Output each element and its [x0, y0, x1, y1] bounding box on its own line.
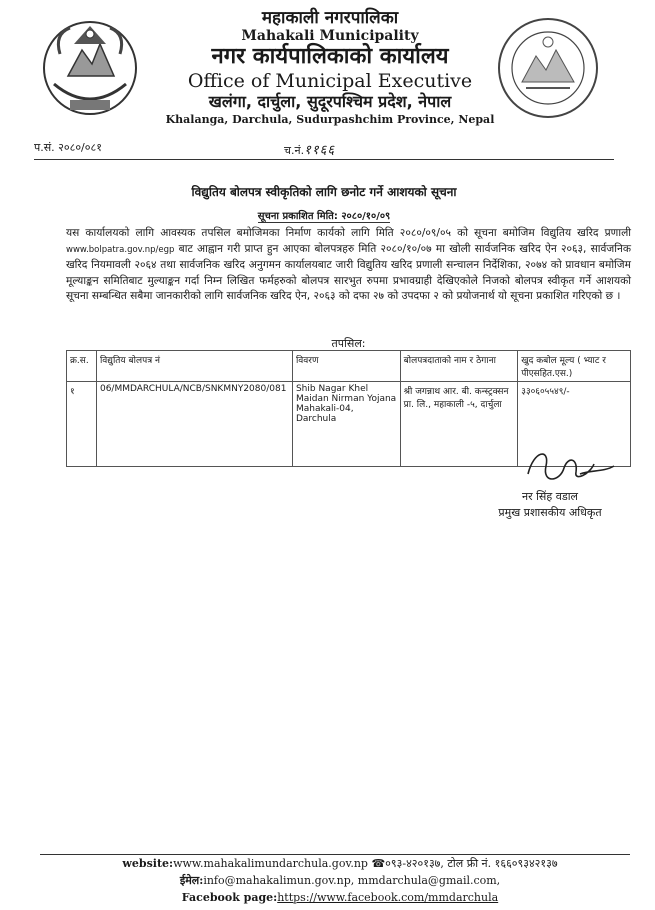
- signature-scribble-icon: [520, 444, 620, 492]
- tapsil-text: तपसिल:: [331, 337, 366, 350]
- letterhead: [150, 8, 510, 128]
- email-link[interactable]: info@mahakalimun.gov.np, mmdarchula@gmail.com,: [203, 874, 501, 887]
- cell-sn: १: [67, 382, 97, 467]
- nepal-emblem-icon: [40, 14, 140, 122]
- header-sn: क्र.स.: [67, 351, 97, 382]
- office-name-en: Office of Municipal Executive: [187, 70, 473, 92]
- chalani-number: [284, 140, 335, 158]
- cell-bidder: श्री जगन्नाथ आर. बी. कन्स्ट्रक्सन प्रा. लि., महाकाली -५, दार्चुला: [400, 382, 518, 467]
- cell-bid-no: 06/MMDARCHULA/NCB/SNKMNY2080/081: [96, 382, 292, 467]
- publication-date-text: सूचना प्रकाशित मिति: २०८०/१०/०९: [257, 211, 391, 222]
- phone-text: ☎०९३-४२०१३७, टोल फ्री नं. १६६०९३४२१३७: [371, 857, 558, 870]
- body-part-2: बाट आह्वान गरी प्राप्त हुन आएका बोलपत्रहरु मिति २०८०/१०/०७ मा खोली सार्वजनिक खरिद ऐन २०६३, सार्वजनिक खरिद नियमावली २०६४ तथा सार्वजनिक खरिद अनुगमन कार्यालयबाट जारी विद्युतिय खरिद प्रणाली सन्चालन निर्देशिका, २०७४ को प्रावधान बमोजिम मूल्याङ्कन समितिबाट मुल्याङ्कन गर्दा निम्न लिखित फर्महरुको बोलपत्र सारभुत रुपमा प्रभावग्राही देखिएकोले निजको बोलपत्र स्वीकृत गर्ने आशयको सूचना सम्बन्धित सबैमा जानकारीको लागि सार्वजनिक खरिद ऐन, २०६३ को दफा २७ को उपदफा २ को प्रयोजनार्थ यो सूचना प्रकाशित गरिएको छ ।: [66, 242, 631, 303]
- tapsil-heading: [66, 336, 631, 351]
- table-header-row: [67, 351, 631, 382]
- website-link[interactable]: www.mahakalimundarchula.gov.np: [173, 857, 368, 870]
- patra-sankhya: प.सं. २०८०/०८१: [34, 141, 102, 154]
- reference-line: [34, 140, 614, 160]
- notice-title: विद्युतिय बोलपत्र स्वीकृतिको लागि छनोट गर्ने आशयको सूचना: [191, 185, 457, 199]
- header-bid-no: विद्युतिय बोलपत्र नं: [96, 351, 292, 382]
- chalani-value: ११६६: [304, 143, 336, 158]
- facebook-label: Facebook page:: [181, 891, 278, 904]
- cell-amount: ३३०६०५५४९/-: [518, 382, 631, 467]
- header-bidder: बोलपत्रदाताको नाम र ठेगाना: [400, 351, 518, 382]
- cell-description: Shib Nagar Khel Maidan Nirman Yojana Mahakali-04, Darchula: [292, 382, 400, 467]
- address-en: Khalanga, Darchula, Sudurpashchim Province, Nepal: [165, 113, 495, 126]
- email-label: ईमेल:: [179, 874, 204, 887]
- municipality-seal-icon: [496, 16, 600, 120]
- facebook-link[interactable]: https://www.facebook.com/mmdarchula: [277, 891, 499, 904]
- signatory-title: प्रमुख प्रशासकीय अधिकृत: [498, 506, 602, 519]
- website-label: website:: [122, 857, 174, 870]
- header-description: विवरण: [292, 351, 400, 382]
- signatory-name: नर सिंह वडाल: [521, 490, 579, 503]
- header-amount: खुद कबोल मूल्य ( भ्याट र पीएसहित.एस.): [518, 351, 631, 382]
- footer-divider: [40, 854, 630, 855]
- bolpatra-url: www.bolpatra.gov.np/egp: [66, 244, 175, 255]
- office-name-np: नगर कार्यपालिकाको कार्यालय: [211, 44, 449, 69]
- footer-email-line: [60, 873, 620, 889]
- chalani-label: च.नं.: [284, 144, 305, 157]
- body-part-1: यस कार्यालयको लागि आवस्यक तपसिल बमोजिमका निर्माण कार्यको लागि मिति २०८०/०९/०५ को सूचना बमोजिम विद्युतिय खरिद प्रणाली: [66, 227, 631, 239]
- address-np: खलंगा, दार्चुला, सुदूरपश्चिम प्रदेश, नेपाल: [208, 92, 452, 111]
- municipality-name-np: महाकाली नगरपालिका: [261, 8, 399, 28]
- publication-date: [34, 208, 614, 222]
- notice-body: [66, 226, 631, 305]
- footer-website-line: [60, 856, 620, 872]
- footer-facebook-line: [60, 890, 620, 906]
- municipality-name-en: Mahakali Municipality: [241, 28, 419, 44]
